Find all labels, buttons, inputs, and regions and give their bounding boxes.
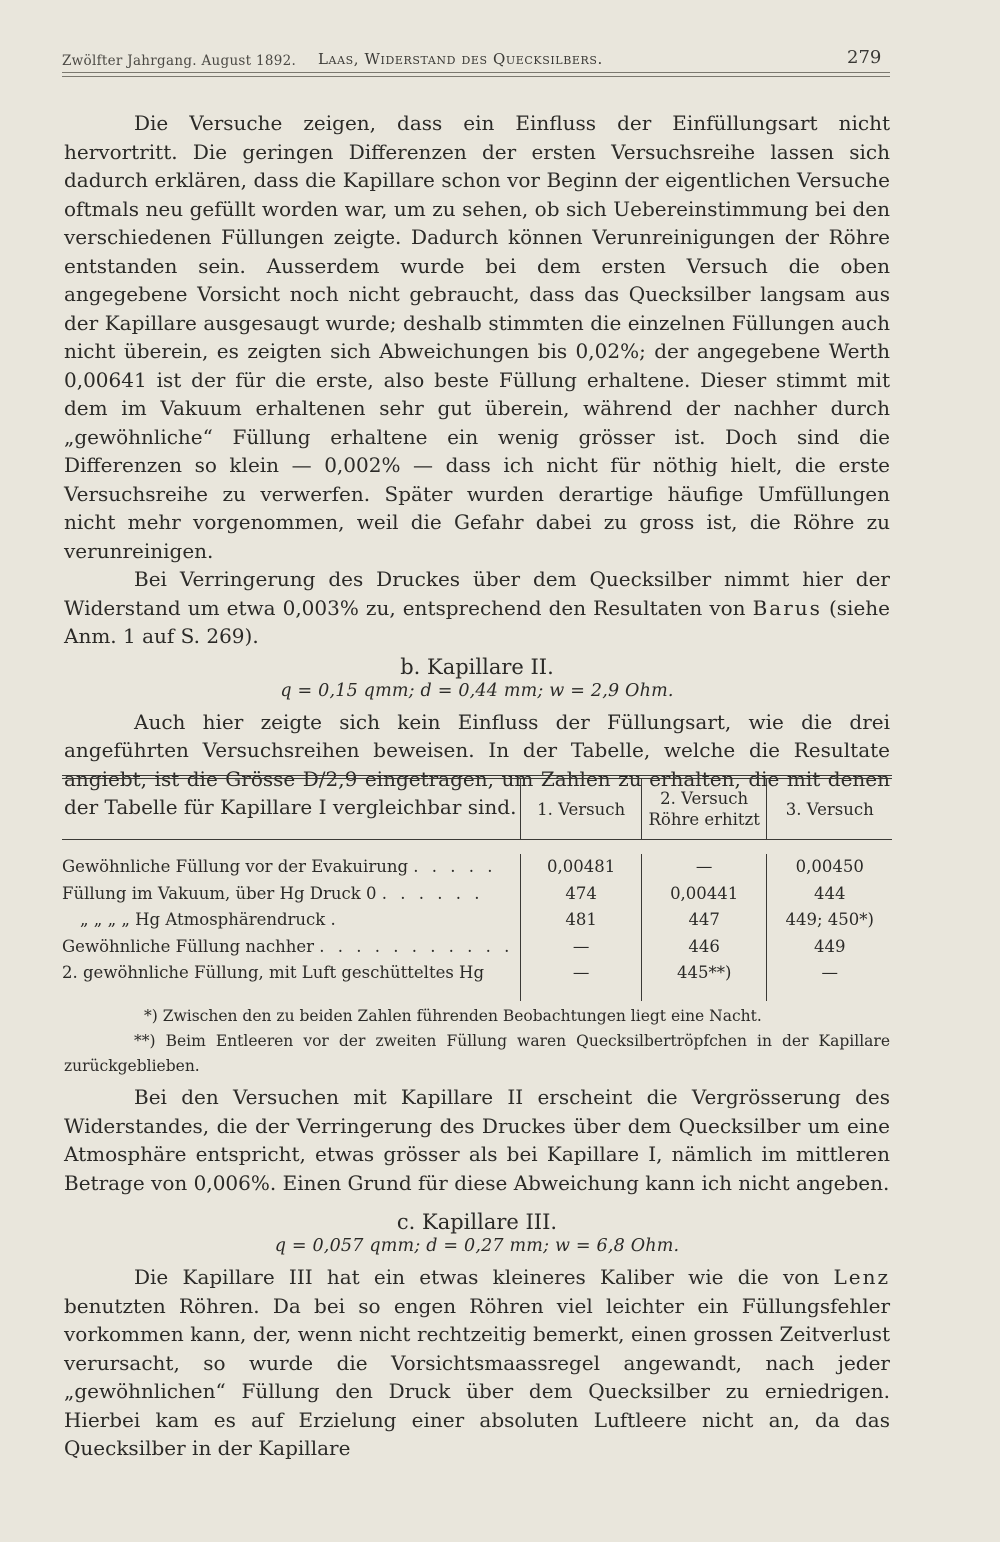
row-label xyxy=(62,907,520,934)
leader-dots: . . . . . . . . . . . xyxy=(319,936,514,956)
row-label-text: Gewöhnliche Füllung nachher xyxy=(62,936,314,956)
spacer-cell xyxy=(520,987,641,1001)
header-rule xyxy=(62,72,890,73)
table-cell: 0,00450 xyxy=(766,854,892,881)
table-cell: 445**) xyxy=(641,960,767,987)
row-label xyxy=(62,960,520,987)
paragraph xyxy=(64,565,890,651)
table-row xyxy=(62,934,892,961)
table-cell: — xyxy=(520,960,641,987)
author-name: Lenz xyxy=(833,1265,890,1289)
table-row xyxy=(62,960,892,987)
paragraph xyxy=(64,1263,890,1463)
footnote: *) Zwischen den zu beiden Zahlen führenden Beobachtungen liegt eine Nacht. xyxy=(144,1007,762,1025)
paragraph-text: Die Kapillare III hat ein etwas kleineres Kaliber wie die von xyxy=(134,1265,834,1289)
table-cell: 474 xyxy=(520,881,641,908)
table-row xyxy=(62,907,892,934)
paragraph-text: benutzten Röhren. Da bei so engen Röhren viel leichter ein Füllungsfehler vorkommen kann, der, wenn nicht rechtzeitig bemerkt, einen grossen Zeitverlust verursacht, so wurde die Vorsichtsmaassregel angewandt, nach jeder „gewöhnlichen“ Füllung den Druck über dem Quecksilber zu erniedrigen. Hierbei kam es auf Erzielung einer absoluten Luftleere nicht an, da das Quecksilber in der Kapillare xyxy=(64,1293,890,1460)
table-cell: 447 xyxy=(641,907,767,934)
leader-dots: . xyxy=(330,910,340,929)
table-cell: 449; 450*) xyxy=(766,907,892,934)
upper-text-block xyxy=(64,109,890,822)
row-label-text: Füllung im Vakuum, über Hg Druck 0 xyxy=(62,883,377,903)
row-label xyxy=(62,934,520,961)
table-header-cell xyxy=(766,779,892,839)
table-cell: 444 xyxy=(766,881,892,908)
table-cell: — xyxy=(641,854,767,881)
table-cell: 0,00441 xyxy=(641,881,767,908)
paragraph: Bei den Versuchen mit Kapillare II erscheint die Vergrösserung des Widerstandes, die der Verringerung des Druckes über dem Quecksilber um eine Atmosphäre entspricht, etwas grösser als bei Kapillare I, nämlich im mittleren Betrage von 0,006%. Einen Grund für diese Abweichung kann ich nicht angeben. xyxy=(64,1085,890,1195)
column-subheader: Röhre erhitzt xyxy=(648,810,760,829)
section-heading: b. Kapillare II. xyxy=(400,654,554,679)
table-cell: — xyxy=(766,960,892,987)
header-rule xyxy=(62,76,890,77)
section-heading: c. Kapillare III. xyxy=(396,1210,558,1234)
table-header-row xyxy=(62,779,892,839)
table-row-spacer xyxy=(62,987,892,1001)
lower-text-block xyxy=(64,1083,890,1463)
column-header: 2. Versuch xyxy=(660,789,749,808)
row-label-text: 2. gewöhnliche Füllung, mit Luft geschütteltes Hg xyxy=(62,963,485,982)
table-header-cell xyxy=(520,779,641,839)
row-label xyxy=(62,881,520,908)
spacer-cell xyxy=(641,987,767,1001)
results-table xyxy=(62,775,892,1001)
paragraph: Auch hier zeigte sich kein Einfluss der Füllungsart, wie die drei angeführten Versuchsreihen beweisen. In der Tabelle, welche die Resultate angiebt, ist die Grösse D/2,9 eingetragen, um Zahlen zu erhalten, die mit denen der Tabelle für Kapillare I vergleichbar sind. xyxy=(64,709,890,819)
table-row xyxy=(62,854,892,881)
spacer-cell xyxy=(766,987,892,1001)
table-cell: 446 xyxy=(641,934,767,961)
row-label-text: Gewöhnliche Füllung vor der Evakuirung xyxy=(62,857,409,876)
footnote: **) Beim Entleeren vor der zweiten Füllung waren Quecksilbertröpfchen in der Kapillare zurückgeblieben. xyxy=(64,1032,890,1075)
leader-dots: . . . . . . xyxy=(381,883,484,903)
table-cell: 0,00481 xyxy=(520,854,641,881)
paragraph-text: (siehe Anm. 1 auf S. 269). xyxy=(64,595,890,648)
table-row xyxy=(62,881,892,908)
paragraph: Die Versuche zeigen, dass ein Einfluss der Einfüllungsart nicht hervortritt. Die geringen Differenzen der ersten Versuchsreihe lassen sich dadurch erklären, dass die Kapillare schon vor Beginn der eigentlichen Versuche oftmals neu gefüllt worden war, um zu sehen, ob sich Uebereinstimmung bei den verschiedenen Füllungen zeigte. Dadurch können Verunreinigungen der Röhre entstanden sein. Ausserdem wurde bei dem ersten Versuch die oben angegebene Vorsicht noch nicht gebraucht, dass das Quecksilber langsam aus der Kapillare ausgesaugt wurde; deshalb stimmten die einzelnen Füllungen auch nicht überein, es zeigten sich Abweichungen bis 0,02%; der angegebene Werth 0,00641 ist der für die erste, also beste Füllung erhaltene. Dieser stimmt mit dem im Vakuum erhaltenen sehr gut überein, während der nachher durch „gewöhnliche“ Füllung erhaltene ein wenig grösser ist. Doch sind die Differenzen so klein — 0,002% — dass ich nicht für nöthig hielt, die erste Versuchsreihe zu verwerfen. Später wurden derartige häufige Umfüllungen nicht mehr vorgenommen, weil die Gefahr dabei zu gross ist, die Röhre zu verunreinigen. xyxy=(64,111,890,563)
table-cell: 449 xyxy=(766,934,892,961)
row-label xyxy=(62,854,520,881)
leader-dots: . . . . . xyxy=(413,857,497,876)
table-body xyxy=(62,840,892,1001)
author-name: Barus xyxy=(752,595,822,620)
running-header-journal: Zwölfter Jahrgang. August 1892. xyxy=(62,53,297,69)
column-header: 1. Versuch xyxy=(537,799,626,819)
running-header-title: Laas, Widerstand des Quecksilbers. xyxy=(318,50,603,68)
table-cell: — xyxy=(520,934,641,961)
section-parameters: q = 0,057 qmm; d = 0,27 mm; w = 6,8 Ohm. xyxy=(274,1236,680,1256)
table-cell: 481 xyxy=(520,907,641,934)
table-header-cell xyxy=(641,779,767,839)
section-parameters: q = 0,15 qmm; d = 0,44 mm; w = 2,9 Ohm. xyxy=(280,680,674,701)
spacer-cell xyxy=(62,987,520,1001)
page-number: 279 xyxy=(847,47,882,68)
paragraph-text: Bei Verringerung des Druckes über dem Quecksilber nimmt hier der Widerstand um etwa 0,003% zu, entsprechend den Resultaten von xyxy=(64,567,890,620)
row-label-text: „ „ „ „ Hg Atmosphärendruck xyxy=(80,910,326,929)
column-header: 3. Versuch xyxy=(785,799,874,819)
footnotes xyxy=(64,1004,890,1079)
